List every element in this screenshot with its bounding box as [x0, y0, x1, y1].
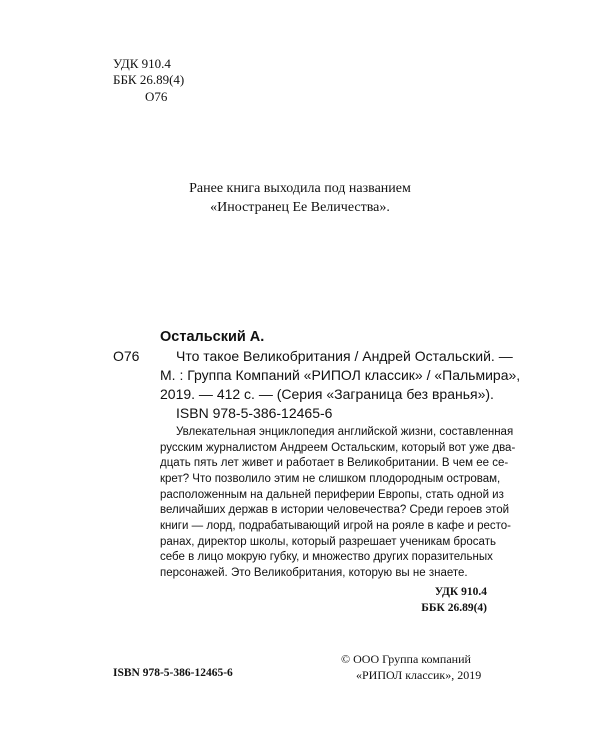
- bbk-code: ББК 26.89(4): [113, 72, 185, 87]
- entry-author: Остальский А.: [160, 329, 265, 345]
- annotation-line-10: персонажей. Это Великобритания, которую вы не знаете.: [160, 567, 468, 579]
- annotation-line-1: Увлекательная энциклопедия английской жизни, составленная: [176, 426, 514, 438]
- annotation-line-9: себе в лицо мокрую губку, и множество других поразительных: [160, 551, 493, 563]
- copyright-line-2: «РИПОЛ классик», 2019: [356, 668, 482, 682]
- entry-isbn: ISBN 978-5-386-12465-6: [176, 405, 333, 421]
- entry-line-1: Что такое Великобритания / Андрей Остальский. —: [176, 348, 513, 364]
- annotation-line-8: ранах, директор школы, который разрешает ученикам бросать: [160, 536, 496, 548]
- annotation-line-7: книги — лорд, подрабатывающий игрой на рояле в кафе и ресто-: [160, 520, 512, 532]
- annotation-line-4: крет? Что позволило этим не слишком плодородным островам,: [160, 473, 501, 485]
- author-mark: О76: [145, 89, 168, 104]
- entry-line-2: М. : Группа Компаний «РИПОЛ классик» / «Пальмира»,: [160, 367, 521, 383]
- udk-code: УДК 910.4: [113, 56, 171, 71]
- entry-line-3: 2019. — 412 с. — (Серия «Заграница без вранья»).: [160, 386, 494, 402]
- annotation-line-2: русским журналистом Андреем Остальским, который вот уже два-: [160, 442, 516, 454]
- footer-isbn: ISBN 978-5-386-12465-6: [113, 667, 233, 679]
- annotation-line-3: дцать пять лет живет и работает в Великобритании. В чем ее се-: [160, 457, 509, 469]
- entry-mark: О76: [113, 348, 140, 364]
- index-udk: УДК 910.4: [434, 586, 487, 598]
- previous-title-line-1: Ранее книга выходила под названием: [189, 181, 411, 196]
- annotation-line-6: величайших держав в истории человечества? Среди героев этой: [160, 504, 510, 516]
- previous-title-line-2: «Иностранец Ее Величества».: [210, 200, 390, 215]
- index-bbk: ББК 26.89(4): [421, 602, 487, 614]
- copyright-line-1: © ООО Группа компаний: [341, 652, 471, 666]
- annotation-line-5: расположенным на дальней периферии Европы, стать одной из: [160, 489, 504, 501]
